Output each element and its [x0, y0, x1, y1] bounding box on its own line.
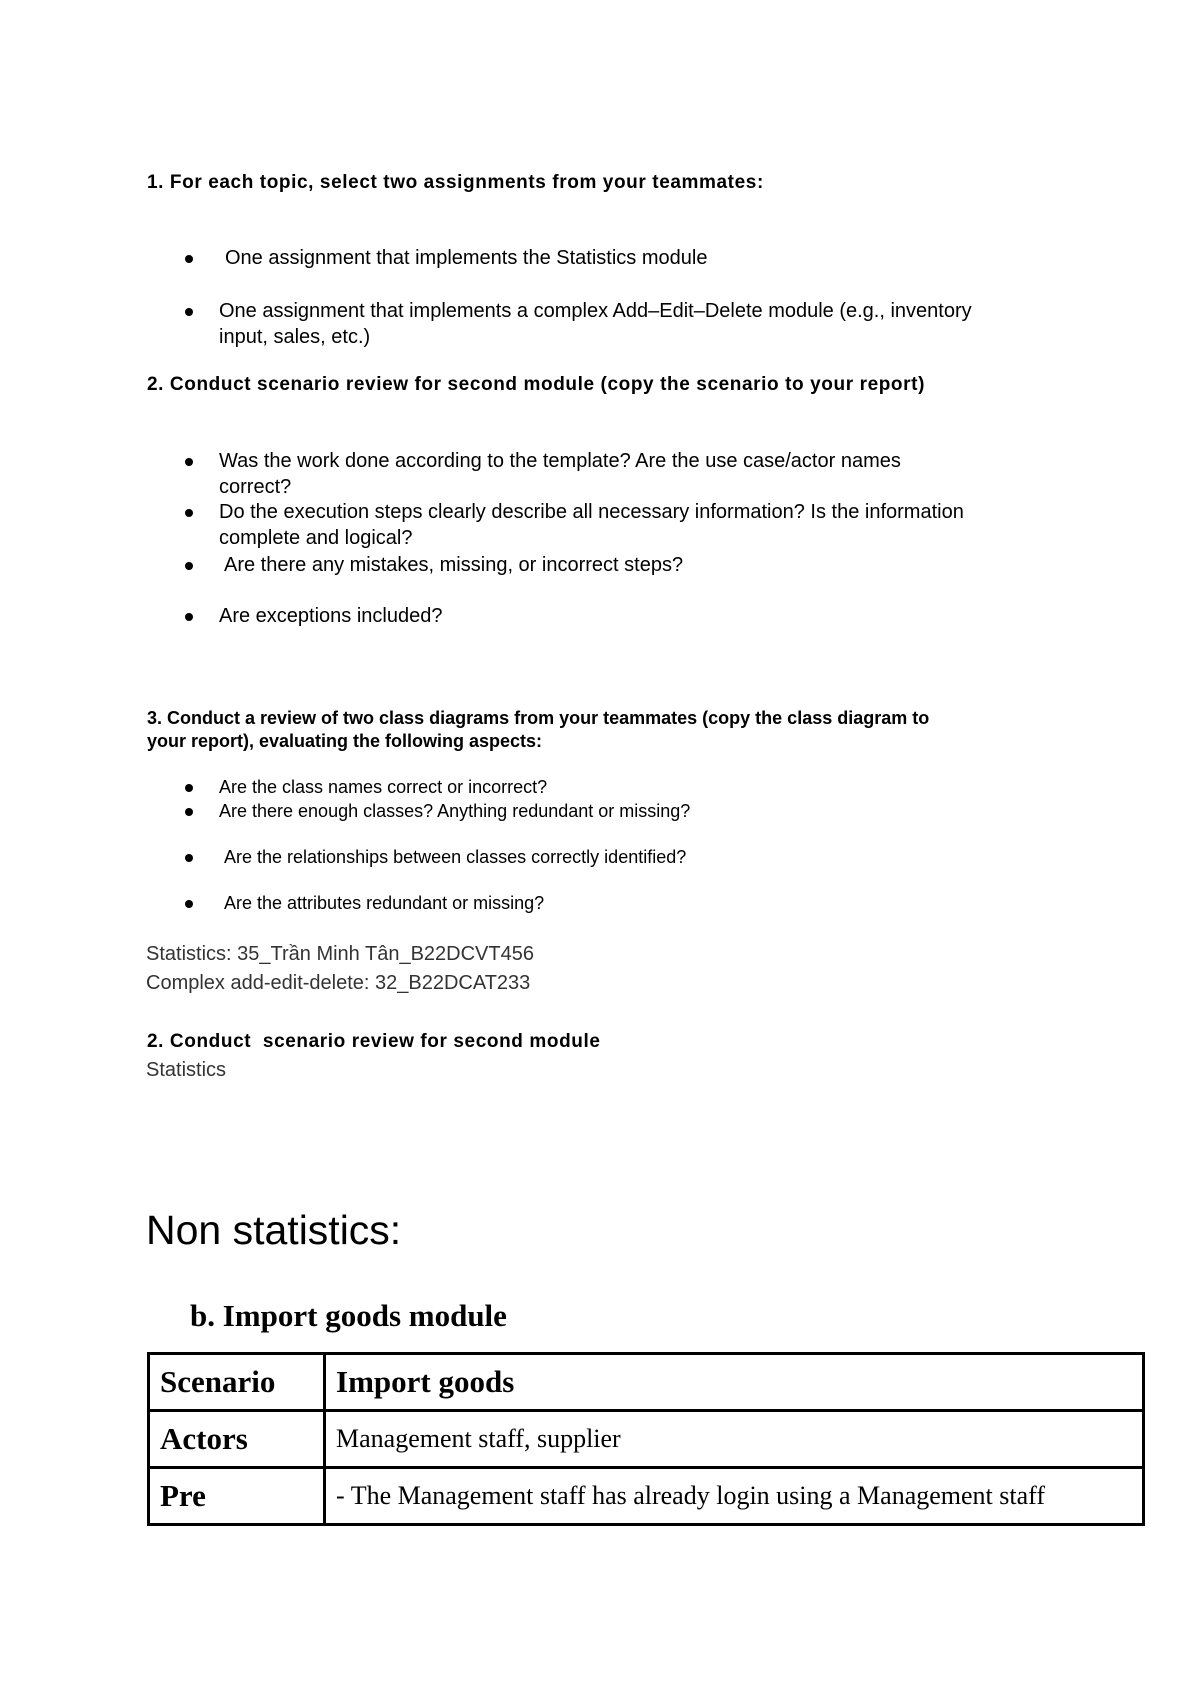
- bullet-dot: [185, 509, 193, 517]
- section3-heading-line1: 3. Conduct a review of two class diagrams from your teammates (copy the class diagram to: [147, 708, 930, 728]
- table-cell-label: Pre: [149, 1468, 325, 1525]
- bullet-dot: [185, 784, 193, 792]
- section2b-subtitle: Statistics: [146, 1059, 227, 1081]
- non-statistics-heading: Non statistics:: [146, 1207, 402, 1253]
- section2-heading: 2. Conduct scenario review for second module (copy the scenario to your report): [147, 374, 925, 395]
- section1-heading: 1. For each topic, select two assignments from your teammates:: [147, 172, 764, 193]
- bullet-dot: [185, 562, 193, 570]
- section3-bullet-3: Are the relationships between classes correctly identified?: [224, 847, 687, 867]
- section2-bullet-3: Are there any mistakes, missing, or incorrect steps?: [224, 554, 684, 576]
- bullet-dot: [185, 458, 193, 466]
- table-cell-value: Import goods: [325, 1354, 1144, 1411]
- table-cell-label: Actors: [149, 1411, 325, 1468]
- section1-bullet-2-cont: input, sales, etc.): [219, 326, 371, 348]
- section3-heading-line2: your report), evaluating the following aspects:: [147, 731, 543, 751]
- table-cell-label: Scenario: [149, 1354, 325, 1411]
- section3-bullet-1: Are the class names correct or incorrect?: [219, 777, 548, 797]
- section1-bullet-1: One assignment that implements the Statistics module: [225, 247, 708, 269]
- section3-bullet-4: Are the attributes redundant or missing?: [224, 893, 545, 913]
- bullet-dot: [185, 808, 193, 816]
- bullet-dot: [185, 308, 193, 316]
- section2-bullet-1: Was the work done according to the template? Are the use case/actor names: [219, 450, 901, 472]
- section2-bullet-1-cont: correct?: [219, 476, 292, 498]
- import-goods-subheading: b. Import goods module: [190, 1298, 507, 1333]
- bullet-dot: [185, 854, 193, 862]
- table-cell-value: - The Management staff has already login using a Management staff: [325, 1468, 1144, 1525]
- table-row: [149, 1468, 1144, 1525]
- section2-bullet-2-cont: complete and logical?: [219, 527, 413, 549]
- table-cell-value: Management staff, supplier: [325, 1411, 1144, 1468]
- section3-bullet-2: Are there enough classes? Anything redundant or missing?: [219, 801, 691, 821]
- complex-assignment: Complex add-edit-delete: 32_B22DCAT233: [146, 972, 531, 994]
- table-row: [149, 1354, 1144, 1411]
- statistics-assignment: Statistics: 35_Trần Minh Tân_B22DCVT456: [146, 943, 534, 965]
- section2b-heading: 2. Conduct scenario review for second module: [147, 1031, 601, 1052]
- section2-bullet-4: Are exceptions included?: [219, 605, 443, 627]
- scenario-table: [147, 1352, 1145, 1526]
- section2-bullet-2: Do the execution steps clearly describe all necessary information? Is the information: [219, 501, 964, 523]
- bullet-dot: [185, 613, 193, 621]
- bullet-dot: [185, 900, 193, 908]
- bullet-dot: [185, 255, 193, 263]
- section1-bullet-2: One assignment that implements a complex Add–Edit–Delete module (e.g., inventory: [219, 300, 972, 322]
- table-row: [149, 1411, 1144, 1468]
